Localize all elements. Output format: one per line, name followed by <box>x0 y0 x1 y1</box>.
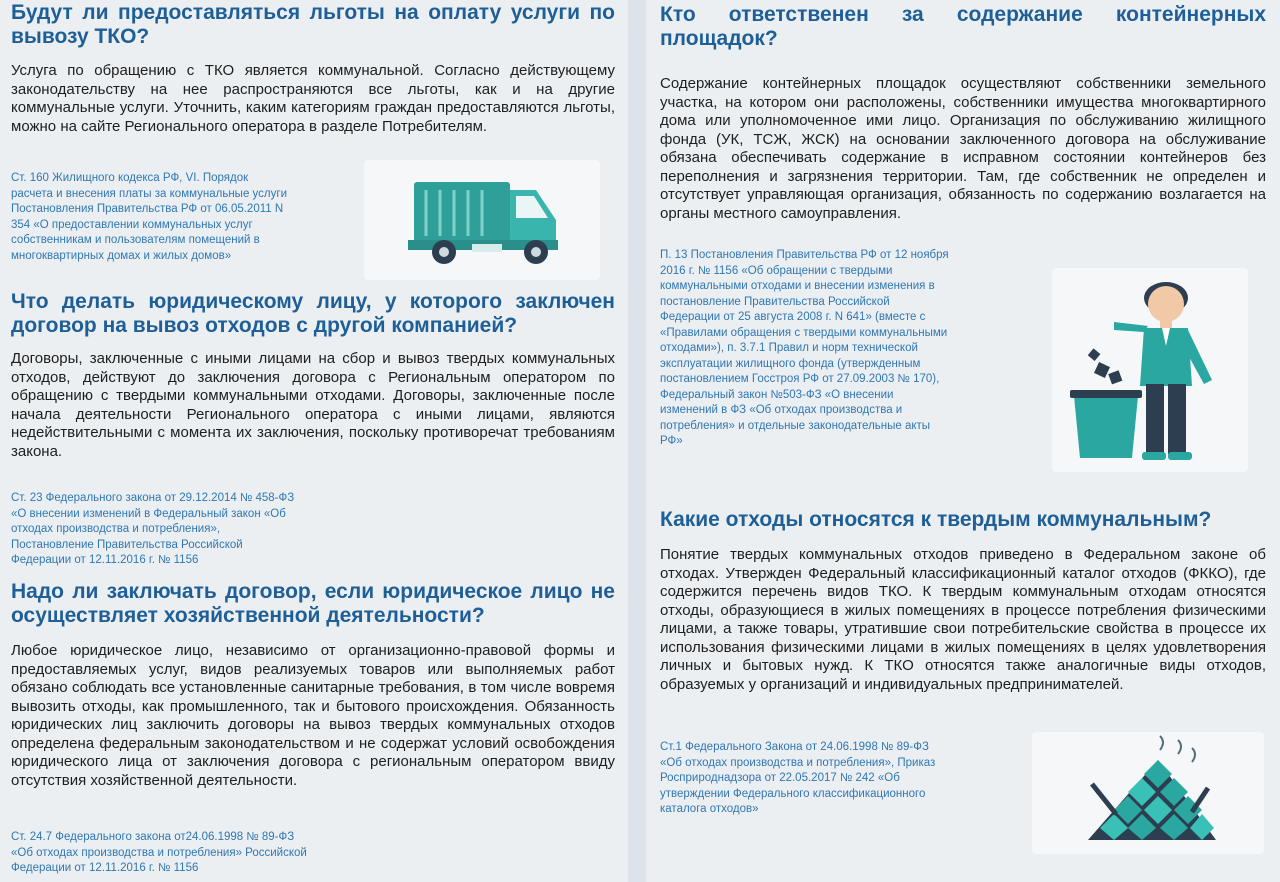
waste-pile-icon <box>1032 732 1264 854</box>
section-title-waste-types: Какие отходы относятся к твердым коммунальным? <box>660 508 1212 531</box>
section-ref-no-activity: Ст. 24.7 Федерального закона от24.06.1998 № 89-ФЗ «Об отходах производства и потребления» Российской Федерации от 12.11.2016 г. № 1156 <box>11 831 307 874</box>
section-body-no-activity: Любое юридическое лицо, независимо от организационно-правовой формы и предоставляемых услуг, видов реализуемых товаров или выполняемых работ обязано соблюдать все установленные санитарные требования, в том числе вовремя вывозить отходы, как промышленного, так и бытового происхождения. Обязанность юридических лиц заключить договоры на вывоз твердых коммунальных отходов определена федеральным законодательством и не содержат условий освобождения юридического лица от заключения договора с региональным оператором ввиду отсутствия хозяйственной деятельности. <box>11 642 615 789</box>
waste-pile-illustration <box>1032 732 1264 854</box>
section-body-benefits: Услуга по обращению с ТКО является коммунальной. Согласно действующему законодательству на нее распространяются все льготы, как и на другие коммунальные услуги. Уточнить, каким категориям граждан предоставляются льготы, можно на сайте Регионального оператора в разделе Потребителям. <box>11 62 615 135</box>
section-title-legal-entity-contract: Что делать юридическому лицу, у которого заключен договор на вывоз отходов с другой компанией? <box>11 290 615 337</box>
garbage-truck-illustration <box>364 160 600 280</box>
garbage-truck-icon <box>364 160 600 280</box>
section-body-container-sites: Содержание контейнерных площадок осуществляют собственники земельного участка, на котором они расположены, собственники имущества многоквартирного дома или уполномоченное ими лицо. Организация по обслуживанию жилищного фонда (УК, ТСЖ, ЖСК) на основании заключенного договора на обслуживание обязана обеспечивать содержание в исправном состоянии контейнеров без переполнения и загрязнения территории. Там, где собственник не определен и отсутствует управляющая организация, обязанность по содержанию возлагается на органы местного самоуправления. <box>660 75 1266 222</box>
section-title-container-sites: Кто ответственен за содержание контейнерных площадок? <box>660 3 1266 50</box>
section-ref-container-sites: П. 13 Постановления Правительства РФ от 12 ноября 2016 г. № 1156 «Об обращении с твердыми коммунальными отходами и внесении изменения в постановление Правительства Российской Федерации от 25 августа 2008 г. N 641» (вместе с «Правилами обращения с твердыми коммунальными отходами»), п. 3.7.1 Правил и норм технической эксплуатации жилищного фонда (утвержденным постановлением Госстроя РФ от 27.09.2003 № 170), Федеральный закон №503-ФЗ «О внесении изменений в ФЗ «Об отходах производства и потребления» и отдельные законодательные акты РФ» <box>660 249 949 447</box>
section-ref-benefits: Ст. 160 Жилищного кодекса РФ, VI. Порядок расчета и внесения платы за коммунальные услуги Постановления Правительства РФ от 06.05.2011 N 354 «О предоставлении коммунальных услуг собственникам и пользователям помещений в многоквартирных домах и жилых домов» <box>11 172 287 262</box>
section-ref-waste-types: Ст.1 Федерального Закона от 24.06.1998 № 89-ФЗ «Об отходах производства и потребления», Приказ Росприроднадзора от 22.05.2017 № 242 «Об утверждении Федерального классификационного каталога отходов» <box>660 741 936 815</box>
section-title-no-activity: Надо ли заключать договор, если юридическое лицо не осуществляет хозяйственной деятельности? <box>11 580 615 627</box>
person-throwing-trash-icon <box>1052 268 1248 472</box>
section-title-benefits: Будут ли предоставляться льготы на оплату услуги по вывозу ТКО? <box>11 1 615 48</box>
section-body-legal-entity-contract: Договоры, заключенные с иными лицами на сбор и вывоз твердых коммунальных отходов, действуют до заключения договора с Региональным оператором по обращению с твердыми коммунальными отходами. Договоры, заключенные после начала деятельности Регионального оператора с иными лицами, являются недействительными с момента их заключения, поскольку противоречат требованиям закона. <box>11 350 615 460</box>
section-body-waste-types: Понятие твердых коммунальных отходов приведено в Федеральном законе об отходах. Утвержден Федеральный классификационный каталог отходов (ФККО), где содержится перечень видов ТКО. К твердым коммунальным отходам относятся отходы, образующиеся в жилых помещениях в процессе потребления физическими лицами, а также товары, утратившие свои потребительские свойства в процессе их использования физическими лицами в жилых помещениях в целях удовлетворения личных и бытовых нужд. К ТКО относятся также аналогичные виды отходов, образуемых у организаций и индивидуальных предпринимателей. <box>660 546 1266 693</box>
column-divider <box>628 0 646 882</box>
person-trash-illustration <box>1052 268 1248 472</box>
section-ref-legal-entity-contract: Ст. 23 Федерального закона от 29.12.2014 № 458-ФЗ «О внесении изменений в Федеральный закон «Об отходах производства и потребления», Постановление Правительства Российской Федерации от 12.11.2016 г. № 1156 <box>11 492 295 566</box>
